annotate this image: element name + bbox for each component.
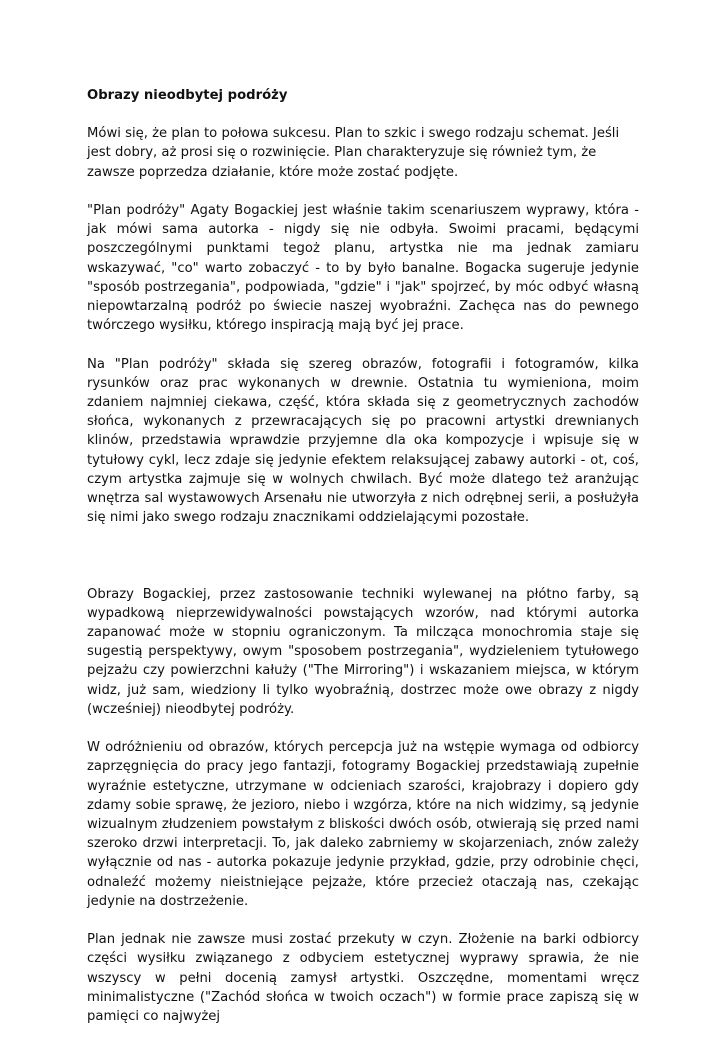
paragraph-intro: Mówi się, że plan to połowa sukcesu. Plan to szkic i swego rodzaju schemat. Jeśli jest dobry, aż prosi się o rozwinięcie. Plan charakteryzuje się również tym, że zawsze poprzedza działanie, które może zostać podjęte.	[87, 126, 620, 180]
paragraph-works: Na "Plan podróży" składa się szereg obrazów, fotografii i fotogramów, kilka rysunków oraz prac wykonanych w drewnie. Ostatnia tu wymieniona, moim zdaniem najmniej ciekawa, część, która składa się z geometrycznych zachodów słońca, wykonanych z przewracających się po pracowni artystki drewnianych klinów, przedstawia wprawdzie przyjemne dla oka kompozycje i wpisuje się w tytułowy cykl, lecz zdaje się jedynie efektem relaksującej zabawy autorki - ot, coś, czym artystka zajmuje się w wolnych chwilach. Być może dlatego też aranżując wnętrza sal wystawowych Arsenału nie utworzyła z nich odrębnej serii, a posłużyła się nimi jako swego rodzaju znacznikami oddzielającymi pozostałe.	[87, 356, 639, 526]
paragraph-paintings: Obrazy Bogackiej, przez zastosowanie techniki wylewanej na płótno farby, są wypadkową nieprzewidywalności powstających wzorów, nad którymi autorka zapanować może w stopniu ograniczonym. Ta milcząca monochromia staje się sugestią perspektywy, owym "sposobem postrzegania", wydzieleniem tytułowego pejzażu czy powierzchni kałuży ("The Mirroring") i wskazaniem miejsca, w którym widz, już sam, wiedziony li tylko wyobraźnią, dostrzec może owe obrazy z nigdy (wcześniej) nieodbytej podróży.	[87, 586, 639, 717]
article-title: Obrazy nieodbytej podróży	[87, 88, 288, 103]
paragraph-conclusion: Plan jednak nie zawsze musi zostać przekuty w czyn. Złożenie na barki odbiorcy części wysiłku związanego z odbyciem estetycznej wyprawy sprawia, że nie wszyscy w pełni docenią zamysł artystki. Oszczędne, momentami wręcz minimalistyczne ("Zachód słońca w twoich oczach") w formie prace zapiszą się w pamięci co najwyżej	[87, 932, 639, 1025]
document-page	[87, 86, 639, 1045]
paragraph-plan: "Plan podróży" Agaty Bogackiej jest właśnie takim scenariuszem wyprawy, która - jak mówi sama autorka - nigdy się nie odbyła. Swoimi pracami, będącymi poszczególnymi punktami tegoż planu, artystka nie ma jednak zamiaru wskazywać, "co" warto zobaczyć - to by było banalne. Bogacka sugeruje jedynie "sposób postrzegania", podpowiada, "gdzie" i "jak" spojrzeć, by móc odbyć własną niepowtarzalną podróż po świecie naszej wyobraźni. Zachęca nas do pewnego twórczego wysiłku, którego inspiracją mają być jej prace.	[87, 203, 639, 334]
paragraph-photograms: W odróżnieniu od obrazów, których percepcja już na wstępie wymaga od odbiorcy zaprzęgnięcia do pracy jego fantazji, fotogramy Bogackiej przedstawiają zupełnie wyraźnie estetyczne, utrzymane w odcieniach szarości, krajobrazy i dopiero gdy zdamy sobie sprawę, że jezioro, niebo i wzgórza, które na nich widzimy, są jedynie wizualnym złudzeniem powstałym z bliskości dwóch osób, otwierają się przed nami szeroko drzwi interpretacji. To, jak daleko zabrniemy w skojarzeniach, znów zależy wyłącznie od nas - autorka pokazuje jedynie przykład, gdzie, przy odrobinie chęci, odnaleźć możemy nieistniejące pejzaże, które przecież otaczają nas, czekając jedynie na dostrzeżenie.	[87, 740, 639, 909]
section-gap	[87, 547, 639, 585]
